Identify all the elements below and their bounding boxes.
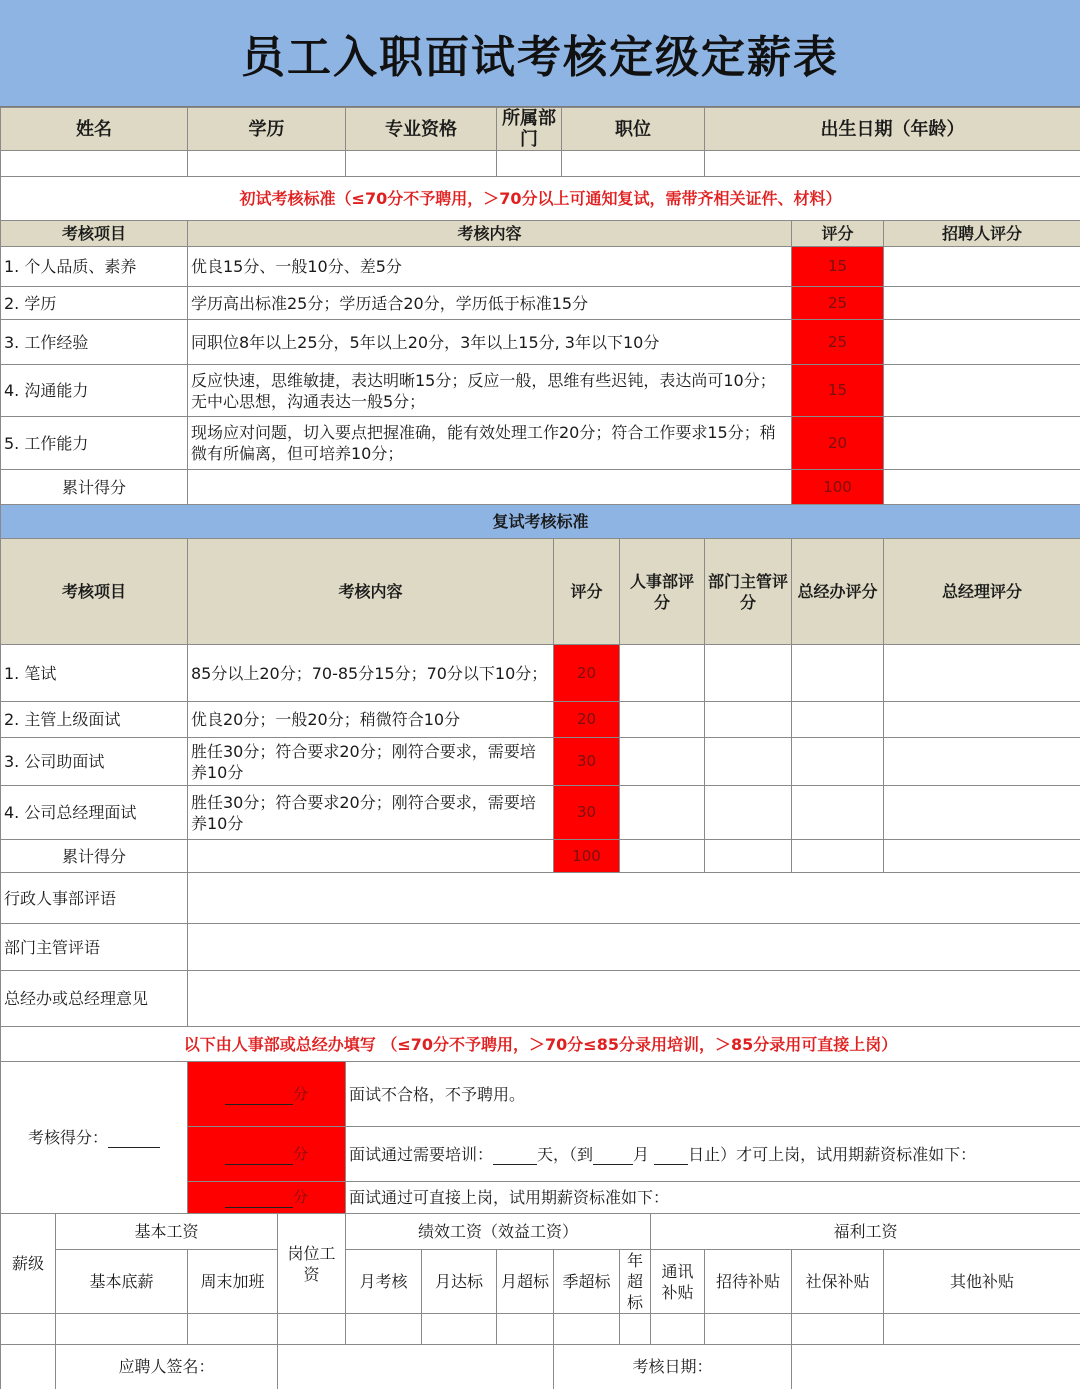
review-date-label: 考核日期：: [554, 1345, 792, 1389]
review-date-field[interactable]: [792, 1345, 1080, 1389]
second-content: 胜任30分；符合要求20分；刚符合要求，需要培养10分: [188, 786, 554, 840]
page-title: 员工入职面试考核定级定薪表: [0, 0, 1080, 107]
training-option: [346, 1127, 1080, 1182]
unit-label: 分: [293, 1145, 308, 1163]
first-item: 2. 学历: [1, 287, 188, 320]
birthdate-field[interactable]: [705, 151, 1080, 177]
position-field[interactable]: [562, 151, 705, 177]
hr-score-field[interactable]: [620, 738, 705, 786]
other-allowance-field[interactable]: [884, 1314, 1080, 1345]
monthly-review-field[interactable]: [346, 1314, 422, 1345]
qualification-field[interactable]: [346, 151, 497, 177]
second-score: 30: [554, 738, 620, 786]
hr-score-field[interactable]: [620, 702, 705, 738]
recruiter-score-field[interactable]: [884, 365, 1080, 417]
first-total-label: 累计得分: [1, 470, 188, 505]
office-score-field[interactable]: [792, 702, 884, 738]
info-header-birthdate: 出生日期（年龄）: [705, 108, 1080, 151]
first-score: 15: [792, 365, 884, 417]
second-content: 胜任30分；符合要求20分；刚符合要求，需要培养10分: [188, 738, 554, 786]
applicant-signature-field[interactable]: [278, 1345, 554, 1389]
second-score: 20: [554, 702, 620, 738]
second-item: 2. 主管上级面试: [1, 702, 188, 738]
base-pay-field[interactable]: [56, 1314, 188, 1345]
second-total-label: 累计得分: [1, 840, 188, 873]
decision-banner: 以下由人事部或总经办填写 （≤70分不予聘用，＞70分≤85分录用培训，＞85分录用可直接上岗）: [1, 1027, 1080, 1062]
first-content: 同职位8年以上25分，5年以上20分，3年以上15分, 3年以下10分: [188, 320, 792, 365]
recruiter-score-field[interactable]: [884, 320, 1080, 365]
dept-comment-label: 部门主管评语: [1, 924, 188, 971]
welfare-label: 福利工资: [651, 1214, 1080, 1250]
second-content: 85分以上20分；70-85分15分；70分以下10分；: [188, 645, 554, 702]
direct-score-cell[interactable]: [188, 1182, 346, 1214]
reject-option: 面试不合格，不予聘用。: [346, 1062, 1080, 1127]
gm-comment-field[interactable]: [188, 971, 1080, 1027]
first-total-score: 100: [792, 470, 884, 505]
entertainment-allowance-label: 招待补贴: [705, 1250, 792, 1314]
table-row: [1, 365, 1080, 417]
unit-label: 分: [293, 1188, 308, 1206]
second-total-row: [1, 840, 1080, 873]
gm-total-field[interactable]: [884, 840, 1080, 873]
first-score: 20: [792, 417, 884, 470]
other-allowance-label: 其他补贴: [884, 1250, 1080, 1314]
dept-score-field[interactable]: [705, 702, 792, 738]
first-item: 4. 沟通能力: [1, 365, 188, 417]
training-score-blank: [225, 1146, 293, 1165]
gm-score-field[interactable]: [884, 738, 1080, 786]
salary-header-row: [1, 1214, 1080, 1250]
score-blank[interactable]: [108, 1129, 160, 1148]
salary-level-label: 薪级: [1, 1214, 56, 1314]
social-security-allowance-field[interactable]: [792, 1314, 884, 1345]
second-item: 4. 公司总经理面试: [1, 786, 188, 840]
training-text-d: 日止）才可上岗，试用期薪资标准如下：: [688, 1145, 976, 1164]
first-content: 现场应对问题，切入要点把握准确，能有效处理工作20分；符合工作要求15分；稍微有所偏离，但可培养10分；: [188, 417, 792, 470]
table-row: [1, 320, 1080, 365]
applicant-signature-label: 应聘人签名：: [56, 1345, 278, 1389]
training-score-cell[interactable]: [188, 1127, 346, 1182]
monthly-exceed-label: 月超标: [497, 1250, 554, 1314]
quarterly-exceed-label: 季超标: [554, 1250, 620, 1314]
dept-score-field[interactable]: [705, 786, 792, 840]
second-item-header: 考核项目: [1, 539, 188, 645]
entertainment-allowance-field[interactable]: [705, 1314, 792, 1345]
first-score: 25: [792, 287, 884, 320]
monthly-target-label: 月达标: [422, 1250, 497, 1314]
reject-score-cell[interactable]: [188, 1062, 346, 1127]
table-row: [1, 702, 1080, 738]
table-row: [1, 417, 1080, 470]
second-total-blank: [188, 840, 554, 873]
hr-score-field[interactable]: [620, 786, 705, 840]
basic-salary-label: 基本工资: [56, 1214, 278, 1250]
first-score: 15: [792, 247, 884, 287]
performance-salary-label: 绩效工资（效益工资）: [346, 1214, 651, 1250]
table-row: [1, 786, 1080, 840]
base-pay-label: 基本底薪: [56, 1250, 188, 1314]
decision-banner-row: [1, 1027, 1080, 1062]
training-text-c: 月: [633, 1145, 649, 1164]
recruiter-score-field[interactable]: [884, 417, 1080, 470]
footer-spacer: [1, 1345, 56, 1389]
recruiter-total-field[interactable]: [884, 470, 1080, 505]
monthly-target-field[interactable]: [422, 1314, 497, 1345]
first-content: 学历高出标准25分；学历适合20分，学历低于标准15分: [188, 287, 792, 320]
info-header-education: 学历: [188, 108, 346, 151]
training-text-b: 天，（到: [537, 1145, 593, 1164]
office-score-field[interactable]: [792, 786, 884, 840]
table-row: [1, 645, 1080, 702]
dept-total-field[interactable]: [705, 840, 792, 873]
gm-score-header: 总经理评分: [884, 539, 1080, 645]
info-header-department: 所属部门: [497, 108, 562, 151]
hr-comment-field[interactable]: [188, 873, 1080, 924]
dept-score-field[interactable]: [705, 645, 792, 702]
position-salary-label: 岗位工资: [278, 1214, 346, 1314]
second-item: 1. 笔试: [1, 645, 188, 702]
second-round-banner-row: [1, 505, 1080, 539]
second-total-score: 100: [554, 840, 620, 873]
hr-score-field[interactable]: [620, 645, 705, 702]
signature-row: [1, 1345, 1080, 1389]
info-header-name: 姓名: [1, 108, 188, 151]
telecom-allowance-label: 通讯补贴: [651, 1250, 705, 1314]
reject-score-blank: [225, 1086, 293, 1105]
department-field[interactable]: [497, 151, 562, 177]
first-total-row: [1, 470, 1080, 505]
second-item: 3. 公司助面试: [1, 738, 188, 786]
dept-score-header: 部门主管评分: [705, 539, 792, 645]
info-header-row: [1, 108, 1080, 151]
first-item-header: 考核项目: [1, 221, 188, 247]
second-content: 优良20分；一般20分；稍微符合10分: [188, 702, 554, 738]
second-round-header-row: [1, 539, 1080, 645]
training-day-blank[interactable]: [654, 1146, 688, 1165]
first-round-banner: 初试考核标准（≤70分不予聘用，＞70分以上可通知复试，需带齐相关证件、材料）: [1, 177, 1080, 221]
info-header-position: 职位: [562, 108, 705, 151]
office-total-field[interactable]: [792, 840, 884, 873]
monthly-exceed-field[interactable]: [497, 1314, 554, 1345]
comment-row: [1, 873, 1080, 924]
second-score: 30: [554, 786, 620, 840]
table-row: [1, 247, 1080, 287]
comment-row: [1, 971, 1080, 1027]
info-header-qualification: 专业资格: [346, 108, 497, 151]
second-content-header: 考核内容: [188, 539, 554, 645]
office-score-header: 总经办评分: [792, 539, 884, 645]
salary-level-field[interactable]: [1, 1314, 56, 1345]
first-content: 优良15分、一般10分、差5分: [188, 247, 792, 287]
recruiter-score-field[interactable]: [884, 247, 1080, 287]
dept-comment-field[interactable]: [188, 924, 1080, 971]
first-score: 25: [792, 320, 884, 365]
weekend-overtime-label: 周末加班: [188, 1250, 278, 1314]
first-item: 3. 工作经验: [1, 320, 188, 365]
score-label: 考核得分：: [28, 1128, 108, 1147]
education-field[interactable]: [188, 151, 346, 177]
gm-score-field[interactable]: [884, 702, 1080, 738]
training-text-a: 面试通过需要培训：: [349, 1145, 493, 1164]
second-score-header: 评分: [554, 539, 620, 645]
name-field[interactable]: [1, 151, 188, 177]
first-item: 5. 工作能力: [1, 417, 188, 470]
first-item: 1. 个人品质、素养: [1, 247, 188, 287]
direct-option: 面试通过可直接上岗，试用期薪资标准如下：: [346, 1182, 1080, 1214]
first-score-header: 评分: [792, 221, 884, 247]
salary-subheader-row: [1, 1250, 1080, 1314]
monthly-review-label: 月考核: [346, 1250, 422, 1314]
office-score-field[interactable]: [792, 738, 884, 786]
score-label-cell: [1, 1062, 188, 1214]
gm-comment-label: 总经办或总经理意见: [1, 971, 188, 1027]
gm-score-field[interactable]: [884, 645, 1080, 702]
hr-comment-label: 行政人事部评语: [1, 873, 188, 924]
quarterly-exceed-field[interactable]: [554, 1314, 620, 1345]
comment-row: [1, 924, 1080, 971]
second-score: 20: [554, 645, 620, 702]
decision-row-reject: [1, 1062, 1080, 1127]
telecom-allowance-field[interactable]: [651, 1314, 705, 1345]
main-form-table: [0, 107, 1080, 1389]
first-recruiter-header: 招聘人评分: [884, 221, 1080, 247]
position-salary-field[interactable]: [278, 1314, 346, 1345]
direct-score-blank: [225, 1189, 293, 1208]
recruiter-score-field[interactable]: [884, 287, 1080, 320]
social-security-allowance-label: 社保补贴: [792, 1250, 884, 1314]
hr-total-field[interactable]: [620, 840, 705, 873]
first-content: 反应快速，思维敏捷，表达明晰15分；反应一般，思维有些迟钝，表达尚可10分；无中心思想，沟通表达一般5分；: [188, 365, 792, 417]
salary-input-row: [1, 1314, 1080, 1345]
hr-score-header: 人事部评分: [620, 539, 705, 645]
office-score-field[interactable]: [792, 645, 884, 702]
annual-exceed-label: 年超标: [620, 1250, 651, 1314]
table-row: [1, 287, 1080, 320]
annual-exceed-field[interactable]: [620, 1314, 651, 1345]
first-round-banner-row: [1, 177, 1080, 221]
first-round-header-row: [1, 221, 1080, 247]
info-input-row: [1, 151, 1080, 177]
training-month-blank[interactable]: [593, 1146, 633, 1165]
table-row: [1, 738, 1080, 786]
first-content-header: 考核内容: [188, 221, 792, 247]
second-round-banner: 复试考核标准: [1, 505, 1080, 539]
weekend-overtime-field[interactable]: [188, 1314, 278, 1345]
training-days-blank[interactable]: [493, 1146, 537, 1165]
first-total-blank: [188, 470, 792, 505]
gm-score-field[interactable]: [884, 786, 1080, 840]
unit-label: 分: [293, 1085, 308, 1103]
dept-score-field[interactable]: [705, 738, 792, 786]
